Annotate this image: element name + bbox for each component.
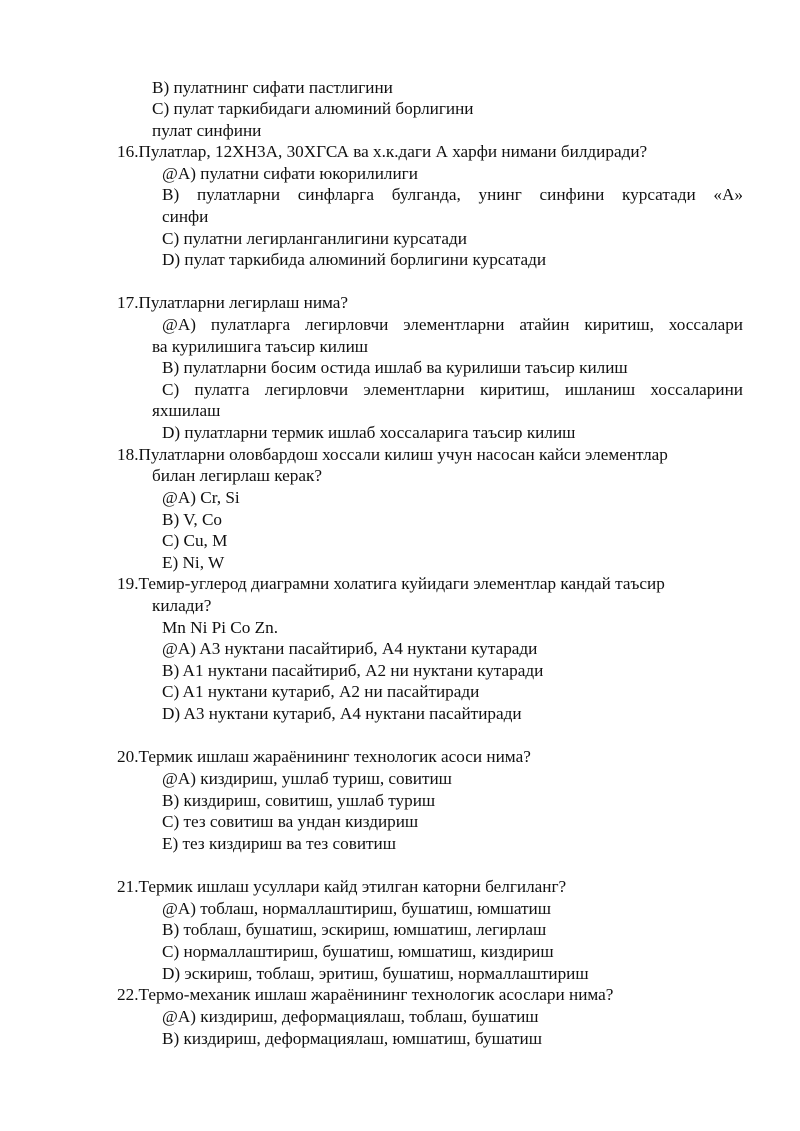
option-line: B) пулатнинг сифати пастлигини [152, 78, 393, 97]
question-22-text: 22.Термо-механик ишлаш жараёнининг технологик асослари нима? [117, 985, 614, 1004]
option-line: @A) пулатларга легирловчи элементларни атайин киритиш, хоссалари [162, 315, 743, 334]
option-line: D) пулатларни термик ишлаб хоссаларига таъсир килиш [162, 423, 576, 442]
option-line: C) Cu, M [162, 531, 228, 550]
question-18-text-cont: билан легирлаш керак? [152, 466, 322, 485]
option-line: E) тез киздириш ва тез совитиш [162, 834, 396, 853]
option-line: пулат синфини [152, 121, 262, 140]
option-line: @A) Cr, Si [162, 488, 240, 507]
option-line: C) нормаллаштириш, бушатиш, юмшатиш, киздириш [162, 942, 554, 961]
option-line: @A) тоблаш, нормаллаштириш, бушатиш, юмшатиш [162, 899, 551, 918]
option-line: E) Ni, W [162, 553, 225, 572]
question-19-text: 19.Темир-углерод диаграмни холатига куйидаги элементлар кандай таъсир [117, 574, 665, 593]
question-20-text: 20.Термик ишлаш жараёнининг технологик асоси нима? [117, 747, 531, 766]
question-19-text-cont: килади? [152, 596, 212, 615]
option-line: B) пулатларни босим остида ишлаб ва курилиши таъсир килиш [162, 358, 628, 377]
option-line: C) A1 нуктани кутариб, A2 ни пасайтиради [162, 682, 480, 701]
option-line: Mn Ni Pi Co Zn. [162, 618, 279, 637]
option-line: D) A3 нуктани кутариб, A4 нуктани пасайтиради [162, 704, 522, 723]
option-line: B) V, Co [162, 510, 223, 529]
option-line: B) пулатларни синфларга булганда, унинг синфини курсатади «А» [162, 185, 743, 204]
option-line: синфи [162, 207, 209, 226]
option-line: C) тез совитиш ва ундан киздириш [162, 812, 419, 831]
option-line: C) пулатни легирланганлигини курсатади [162, 229, 467, 248]
question-18-text: 18.Пулатларни оловбардош хоссали килиш учун насосан кайси элементлар [117, 445, 668, 464]
option-line: D) пулат таркибида алюминий борлигини курсатади [162, 250, 547, 269]
option-line: @A) A3 нуктани пасайтириб, A4 нуктани кутаради [162, 639, 538, 658]
option-line: яхшилаш [152, 401, 221, 420]
question-16-text: 16.Пулатлар, 12ХН3А, 30ХГСА ва х.к.даги А харфи нимани билдиради? [117, 142, 648, 161]
option-line: ва курилишига таъсир килиш [152, 337, 369, 356]
option-line: C) пулат таркибидаги алюминий борлигини [152, 99, 474, 118]
option-line: @A) киздириш, деформациялаш, тоблаш, бушатиш [162, 1007, 539, 1026]
option-line: B) киздириш, совитиш, ушлаб туриш [162, 791, 436, 810]
option-line: B) A1 нуктани пасайтириб, A2 ни нуктани кутаради [162, 661, 544, 680]
question-17-text: 17.Пулатларни легирлаш нима? [117, 293, 349, 312]
option-line: C) пулатга легирловчи элементларни киритиш, ишланиш хоссаларини [162, 380, 743, 399]
option-line: @A) киздириш, ушлаб туриш, совитиш [162, 769, 452, 788]
option-line: B) тоблаш, бушатиш, эскириш, юмшатиш, легирлаш [162, 920, 547, 939]
option-line: D) эскириш, тоблаш, эритиш, бушатиш, нормаллаштириш [162, 964, 589, 983]
question-21-text: 21.Термик ишлаш усуллари кайд этилган каторни белгиланг? [117, 877, 567, 896]
option-line: B) киздириш, деформациялаш, юмшатиш, бушатиш [162, 1029, 542, 1048]
option-line: @A) пулатни сифати юкорилилиги [162, 164, 418, 183]
